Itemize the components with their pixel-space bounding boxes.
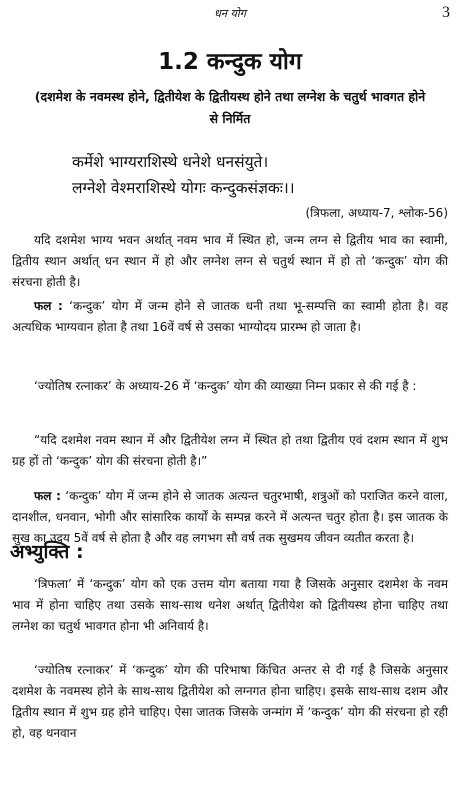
verse-source: (त्रिफला, अध्याय-7, श्लोक-56) [305, 206, 448, 220]
verse-line-2: लग्नेशे वेश्मराशिस्थे योगः कन्दुकसंज्ञकः।। [72, 179, 295, 197]
verse-line-1: कर्मेशे भाग्यराशिस्थे धनेशे धनसंयुते। [72, 153, 269, 171]
paragraph-ratnakar-quote: “यदि दशमेश नवम स्थान में और द्वितीयेश लग्न में स्थित हो तथा द्वितीय एवं दशम स्थान में शुभ ग्रह हों तो ‘कन्दुक’ योग की संरचना होती है।” [12, 433, 448, 468]
result-label: फल : [34, 489, 61, 503]
result-text: ‘कन्दुक’ योग में जन्म होने से जातक धनी तथा भू-सम्पत्ति का स्वामी होता है। वह अत्यधिक भाग्यवान होता है तथा 16वें वर्ष से उसका भाग्योदय प्रारम्भ हो जाता है। [12, 299, 448, 334]
result-text: ‘कन्दुक’ योग में जन्म होने से जातक अत्यन्त चतुरभाषी, शत्रुओं को पराजित करने वाला, दानशील, धनवान, भोगी और सांसारिक कार्यों के सम्पन्न करने में अत्यन्त चतुर होता है। इस जातक के सुख का उदय 5वें वर्ष से होता है और वह लगभग सौ वर्ष तक सुखमय जीवन व्यतीत करता है। [12, 489, 448, 545]
running-title: धन योग [214, 7, 246, 20]
paragraph-definition: यदि दशमेश भाग्य भवन अर्थात् नवम भाव में स्थित हो, जन्म लग्न से द्वितीय भाव का स्वामी, द्वितीय स्थान अर्थात् धन स्थान में हो और लग्नेश लग्न से चतुर्थ स्थान में हो तो ‘कन्दुक’ योग की संरचना होती है। [12, 233, 448, 289]
section-subtitle: (दशमेश के नवमस्थ होने, द्वितीयेश के द्वितीयस्थ होने तथा लग्नेश के चतुर्थ भावगत होने से निर्मित [34, 89, 426, 126]
paragraph-remarks-2: ‘ज्योतिष रत्नाकर’ में ‘कन्दुक’ योग की परिभाषा किंचित अन्तर से दी गई है जिसके अनुसार दशमेश के नवमस्थ होने के साथ-साथ द्वितीयेश को लग्नगत होना चाहिए। इसके साथ-साथ दशम और द्वितीय स्थान में शुभ ग्रह होने चाहिए। ऐसा जातक जिसके जन्मांग में ‘कन्दुक’ योग की संरचना हो रही हो, वह धनवान [12, 663, 448, 740]
result-label: फल : [34, 299, 63, 313]
remarks-heading: अभ्युक्ति : [10, 541, 84, 563]
page-number: 3 [442, 4, 450, 21]
paragraph-remarks-1: ‘त्रिफला’ में ‘कन्दुक’ योग को एक उत्तम योग बताया गया है जिसके अनुसार दशमेश के नवम भाव में होना चाहिए तथा उसके साथ-साथ धनेश अर्थात् द्वितीयेश को द्वितीयस्थ होना चाहिए तथा लग्नेश का चतुर्थ भावगत होना भी अनिवार्य है। [12, 577, 448, 633]
section-title: 1.2 कन्दुक योग [158, 49, 302, 75]
paragraph-ratnakar-intro: ‘ज्योतिष रत्नाकर’ के अध्याय-26 में ‘कन्दुक’ योग की व्याख्या निम्न प्रकार से की गई है : [34, 379, 417, 393]
paragraph-result-1 [12, 296, 448, 338]
